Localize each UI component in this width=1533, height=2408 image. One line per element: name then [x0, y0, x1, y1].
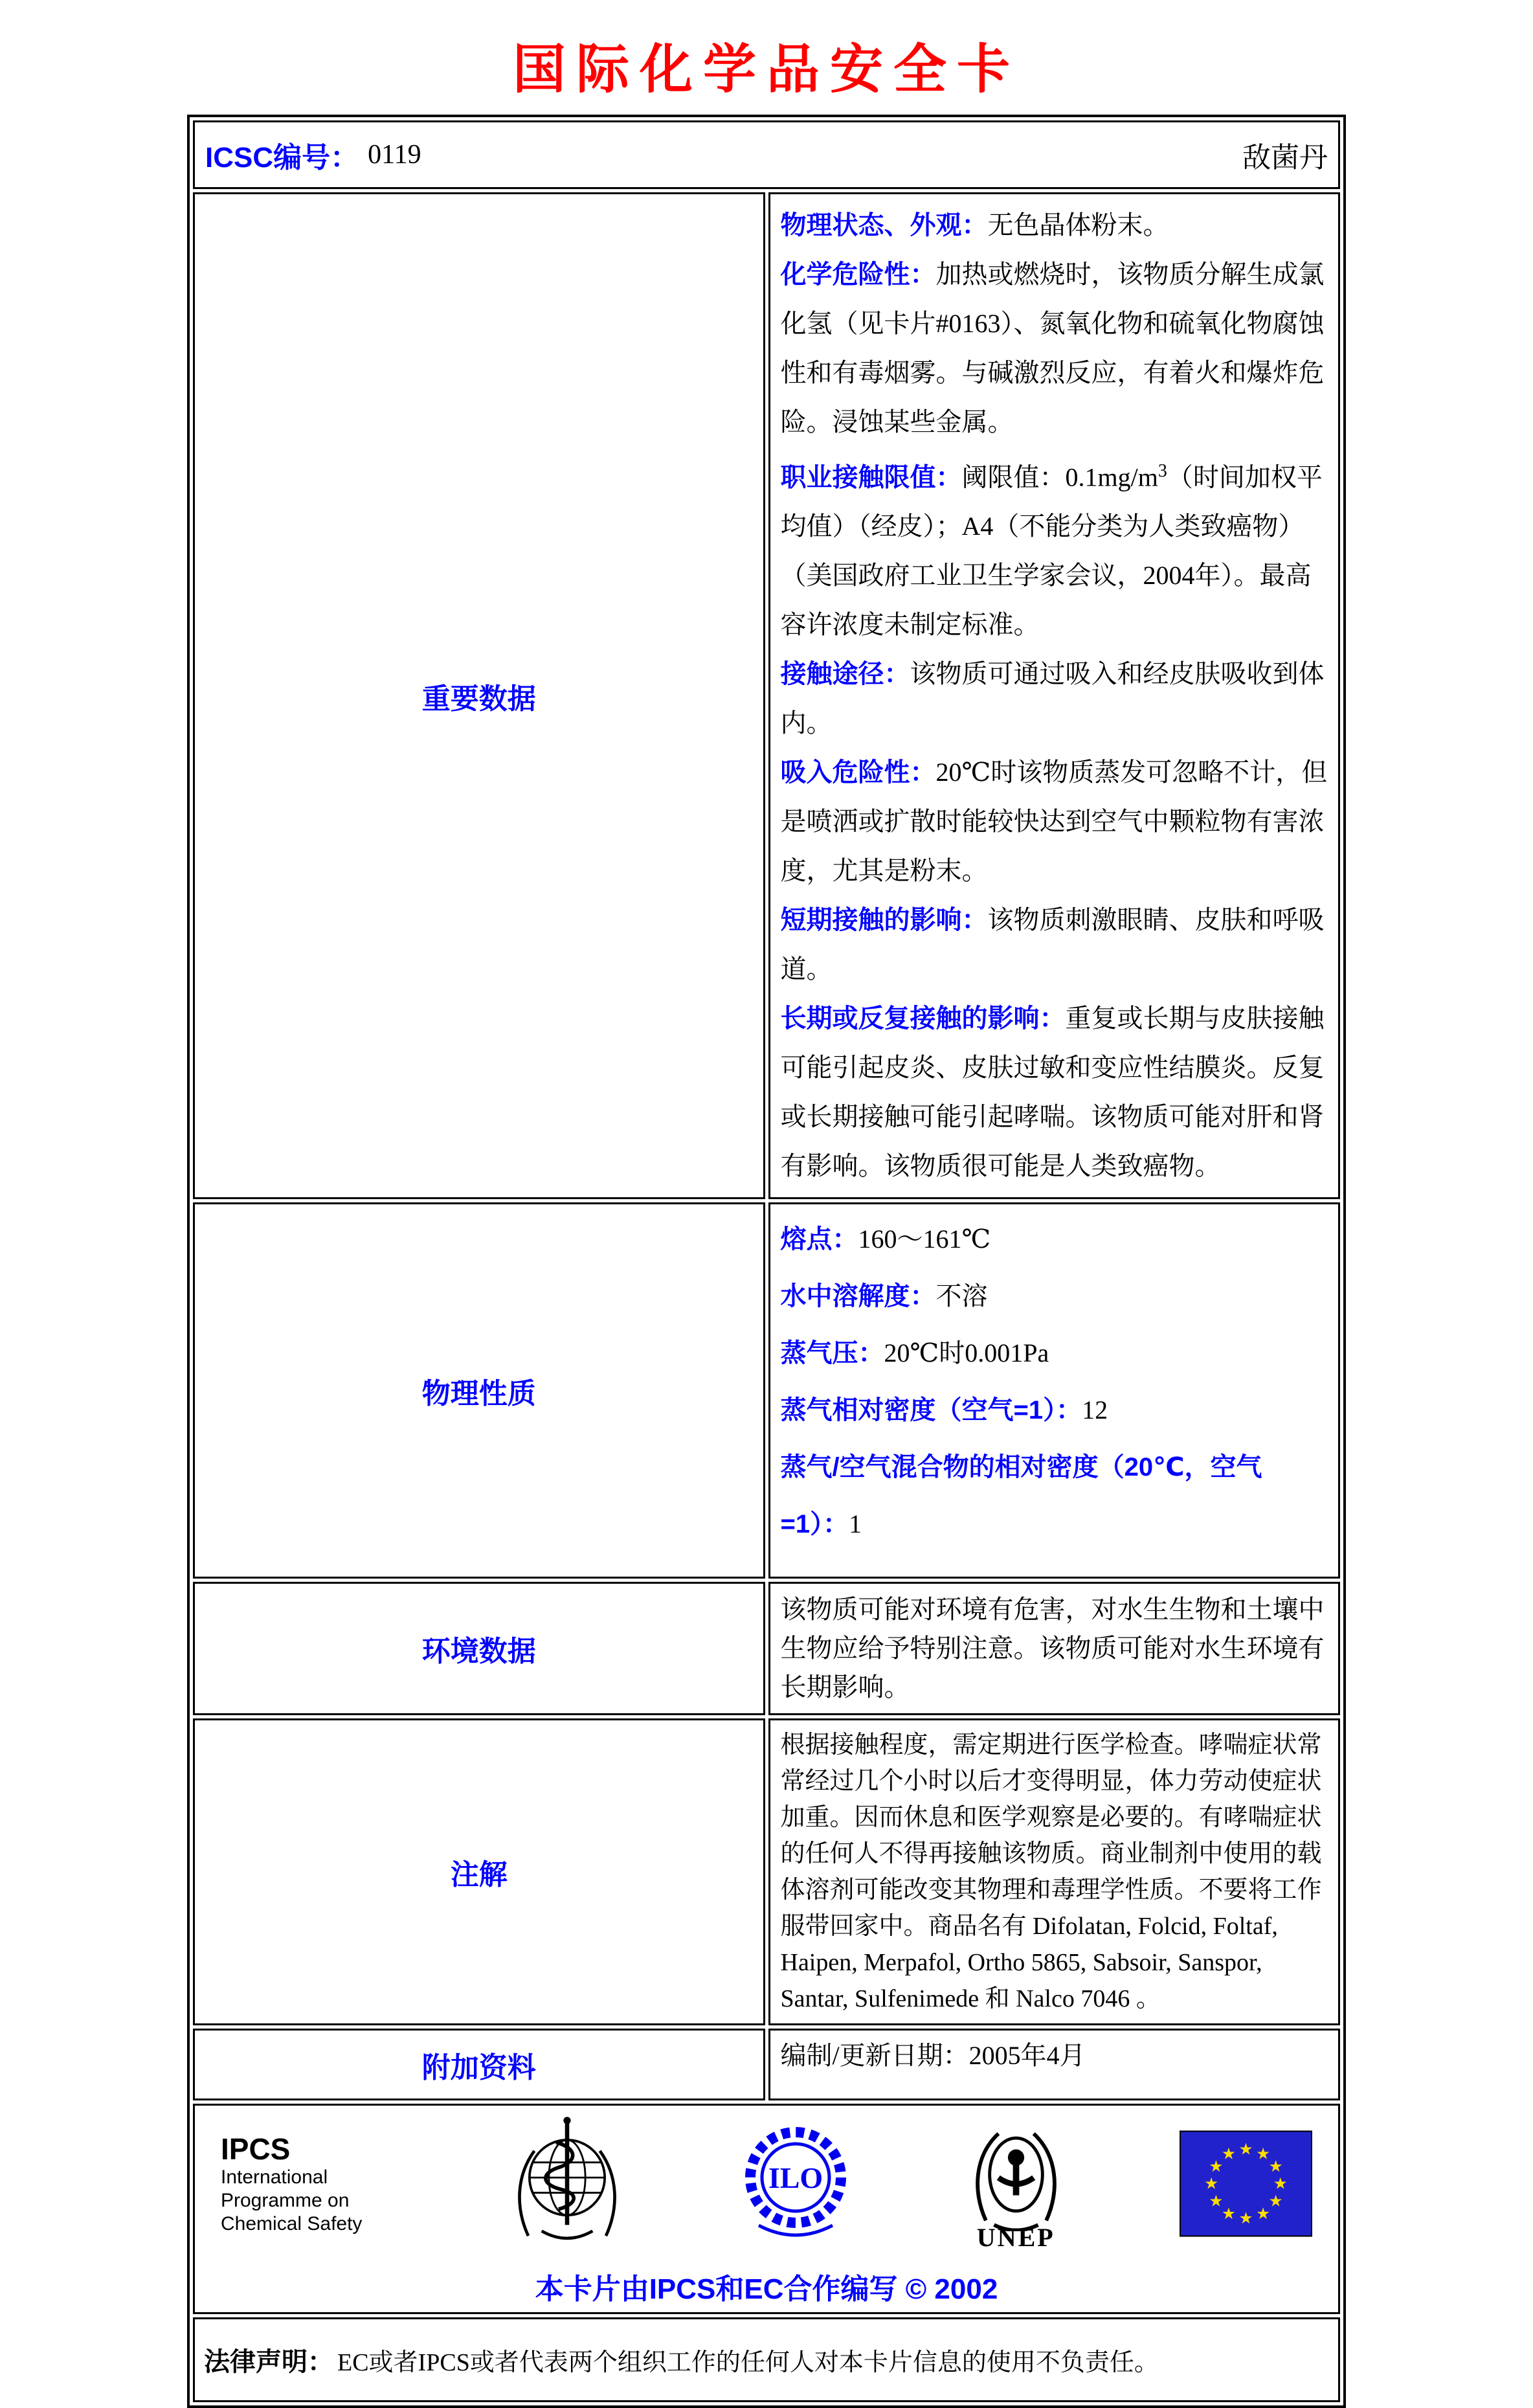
notes-text: 根据接触程度，需定期进行医学检查。哮喘症状常常经过几个小时以后才变得明显，体力劳动使症状加重。因而休息和医学观察是必要的。有哮喘症状的任何人不得再接触该物质。商业制剂中使用的载体溶剂可能改变其物理和毒理学性质。不要将工作服带回家中。商品名有 Difolatan, Folcid, Foltaf, Haipen, Merpafol, Ortho 5865, Sabsoir, Sanspor, Santar, Sulfenimede 和 Nalco 7046 。: [780, 1731, 1322, 2013]
legal-row: [193, 2317, 1340, 2402]
svg-text:★: ★: [1221, 2204, 1236, 2223]
item-text: 重复或长期与皮肤接触可能引起皮炎、皮肤过敏和变应性结膜炎。反复或长期接触可能引起哮喘。该物质可能对肝和肾有影响。该物质很可能是人类致癌物。: [780, 1004, 1325, 1181]
important-item: [781, 994, 1328, 1191]
superscript: 3: [1158, 461, 1167, 481]
physical-item: [781, 1268, 1328, 1325]
legal-label: 法律声明：: [204, 2348, 333, 2377]
environment-data-row: [193, 1582, 1340, 1715]
svg-text:★: ★: [1268, 2191, 1283, 2211]
section-label-additional: 附加资料: [421, 2051, 536, 2084]
unep-caption: UNEP: [976, 2223, 1055, 2253]
section-label-cell-important: [193, 192, 765, 1199]
unep-block: [959, 2115, 1073, 2253]
property-label: 蒸气/空气混合物的相对密度（20℃，空气=1）：: [780, 1453, 1262, 1539]
ipcs-full-name-line: Programme on: [221, 2189, 350, 2211]
item-text: （时间加权平均值）（经皮）；A4（不能分类为人类致癌物）（美国政府工业卫生学家会议，2004年）。最高容许浓度未制定标准。: [780, 462, 1323, 640]
icsc-number-label: ICSC编号：: [205, 142, 359, 174]
svg-text:★: ★: [1209, 2157, 1224, 2176]
physical-item: [781, 1439, 1328, 1553]
additional-text: 编制/更新日期：2005年4月: [780, 2041, 1086, 2071]
environment-data-content: [768, 1582, 1341, 1715]
property-label: 水中溶解度：: [780, 1282, 936, 1311]
footer-row: [193, 2104, 1340, 2314]
property-value: 不溶: [935, 1281, 988, 1311]
item-text: 无色晶体粉末。: [987, 210, 1169, 240]
svg-text:★: ★: [1268, 2157, 1283, 2176]
important-item: [781, 748, 1328, 895]
item-text: 阈限值：0.1mg/m: [961, 462, 1158, 492]
svg-text:★: ★: [1256, 2204, 1271, 2223]
ilo-logo-icon: [739, 2121, 853, 2247]
svg-text:★: ★: [1273, 2174, 1288, 2194]
physical-properties-row: [193, 1202, 1340, 1579]
copyright-text: © 2002: [905, 2273, 998, 2306]
item-label: 职业接触限值：: [780, 463, 962, 492]
section-label-cell-environment: [193, 1582, 765, 1715]
credit-line: [214, 2266, 1319, 2307]
ipcs-full-name-line: International: [221, 2166, 328, 2188]
section-label-notes: 注解: [450, 1859, 508, 1891]
item-label: 长期或反复接触的影响：: [780, 1004, 1066, 1033]
property-label: 熔点：: [780, 1225, 858, 1254]
chemical-name: 敌菌丹: [1242, 142, 1328, 174]
property-value: 160～161℃: [858, 1224, 991, 1254]
safety-card-table: [187, 115, 1346, 2408]
section-label-cell-additional: [193, 2029, 765, 2100]
important-item: [781, 649, 1328, 748]
notes-row: [193, 1718, 1340, 2025]
item-label: 短期接触的影响：: [780, 906, 988, 935]
important-item: [781, 201, 1328, 250]
section-label-important: 重要数据: [421, 682, 536, 715]
additional-info-content: [768, 2029, 1341, 2100]
item-label: 化学危险性：: [780, 260, 936, 289]
eu-flag-icon: [1180, 2130, 1312, 2237]
property-label: 蒸气相对密度（空气=1）：: [780, 1396, 1082, 1425]
svg-text:★: ★: [1256, 2144, 1271, 2163]
ipcs-full-name-line: Chemical Safety: [221, 2212, 363, 2234]
property-value: 12: [1082, 1395, 1108, 1425]
important-data-row: [193, 192, 1340, 1199]
unep-logo-icon: [959, 2115, 1073, 2231]
svg-text:★: ★: [1204, 2174, 1219, 2194]
svg-text:★: ★: [1238, 2139, 1253, 2159]
who-logo-icon: [502, 2111, 632, 2256]
item-label: 吸入危险性：: [780, 758, 936, 787]
physical-item: [781, 1325, 1328, 1382]
page-title: 国际化学品安全卡: [512, 40, 1020, 99]
item-text: 20℃时该物质蒸发可忽略不计，但是喷洒或扩散时能较快达到空气中颗粒物有害浓度，尤其是粉末。: [780, 758, 1328, 886]
ipcs-abbr: IPCS: [221, 2132, 291, 2166]
important-item: [781, 895, 1328, 994]
header-cell: [193, 120, 1340, 189]
important-item: [781, 250, 1328, 447]
item-text: 加热或燃烧时，该物质分解生成氯化氢（见卡片#0163）、氮氧化物和硫氧化物腐蚀性和有毒烟雾。与碱激烈反应，有着火和爆炸危险。浸蚀某些金属。: [780, 260, 1325, 436]
item-text: 该物质刺激眼睛、皮肤和呼吸道。: [780, 905, 1325, 984]
property-label: 蒸气压：: [780, 1339, 884, 1368]
physical-item: [781, 1382, 1328, 1439]
physical-item: [781, 1211, 1328, 1268]
footer-cell: [193, 2104, 1340, 2314]
environment-text: 该物质可能对环境有危害，对水生生物和土壤中生物应给予特别注意。该物质可能对水生环境有长期影响。: [780, 1595, 1325, 1702]
important-data-content: [768, 192, 1341, 1199]
additional-info-row: [193, 2029, 1340, 2100]
credit-text: 本卡片由IPCS和EC合作编写: [535, 2273, 898, 2306]
property-value: 1: [849, 1509, 862, 1539]
section-label-cell-physical: [193, 1202, 765, 1579]
section-label-environment: 环境数据: [421, 1636, 536, 1668]
svg-text:★: ★: [1221, 2144, 1236, 2163]
ilo-text: ILO: [768, 2161, 823, 2195]
logo-row: [214, 2111, 1319, 2256]
icsc-number-value: 0119: [368, 140, 421, 170]
property-value: 20℃时0.001Pa: [884, 1338, 1049, 1368]
svg-text:★: ★: [1209, 2191, 1224, 2211]
legal-text: EC或者IPCS或者代表两个组织工作的任何人对本卡片信息的使用不负责任。: [337, 2349, 1159, 2377]
item-label: 物理状态、外观：: [780, 211, 988, 240]
notes-content: [768, 1718, 1341, 2025]
important-item: [781, 447, 1328, 649]
svg-text:★: ★: [1238, 2209, 1253, 2228]
section-label-physical: 物理性质: [421, 1377, 536, 1410]
item-text: 该物质可通过吸入和经皮肤吸收到体内。: [780, 659, 1325, 738]
item-label: 接触途径：: [780, 660, 910, 689]
legal-cell: [193, 2317, 1340, 2402]
physical-properties-content: [768, 1202, 1341, 1579]
header-row: [193, 120, 1340, 189]
ipcs-block: [221, 2132, 396, 2236]
section-label-cell-notes: [193, 1718, 765, 2025]
